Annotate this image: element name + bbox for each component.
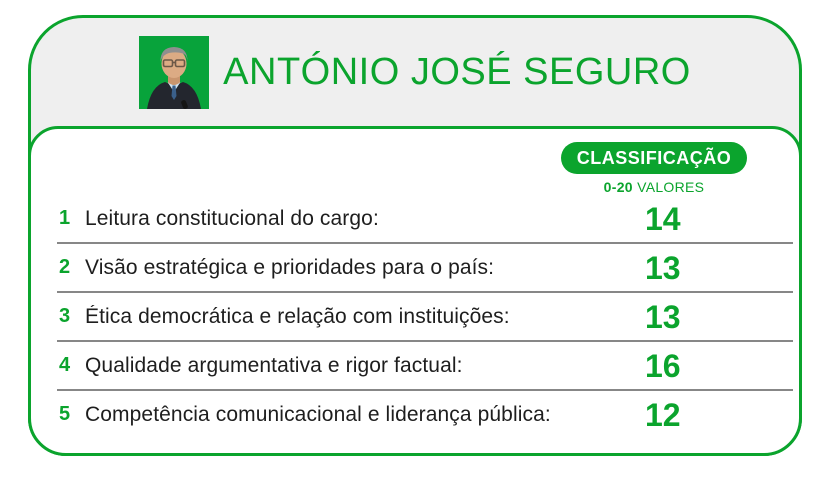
criteria-number: 5	[59, 403, 71, 425]
criteria-list	[31, 195, 799, 438]
criteria-row	[31, 293, 799, 340]
scale-unit: VALORES	[637, 179, 705, 195]
criteria-row	[31, 342, 799, 389]
criteria-number: 2	[59, 256, 71, 278]
criteria-label: Ética democrática e relação com instituições:	[85, 304, 510, 328]
criteria-number: 4	[59, 354, 71, 376]
criteria-row	[31, 244, 799, 291]
candidate-photo	[139, 36, 209, 109]
page-title: ANTÓNIO JOSÉ SEGURO	[223, 50, 691, 93]
criteria-number: 3	[59, 305, 71, 327]
criteria-score: 12	[645, 396, 681, 433]
card-body	[28, 126, 802, 456]
classification-section	[561, 142, 747, 195]
person-portrait-icon	[139, 36, 209, 109]
criteria-row	[31, 391, 799, 438]
criteria-score: 14	[645, 200, 681, 237]
scale-range: 0-20	[603, 179, 633, 195]
classification-badge: CLASSIFICAÇÃO	[561, 142, 747, 174]
criteria-row	[31, 195, 799, 242]
score-scale	[561, 179, 747, 195]
criteria-label: Competência comunicacional e liderança pública:	[85, 402, 551, 426]
card-header	[31, 18, 799, 126]
criteria-label: Qualidade argumentativa e rigor factual:	[85, 353, 463, 377]
criteria-number: 1	[59, 207, 71, 229]
criteria-score: 13	[645, 249, 681, 286]
criteria-score: 13	[645, 298, 681, 335]
candidate-scorecard	[28, 15, 802, 456]
criteria-label: Visão estratégica e prioridades para o país:	[85, 255, 495, 279]
criteria-score: 16	[645, 347, 681, 384]
criteria-label: Leitura constitucional do cargo:	[85, 206, 379, 230]
